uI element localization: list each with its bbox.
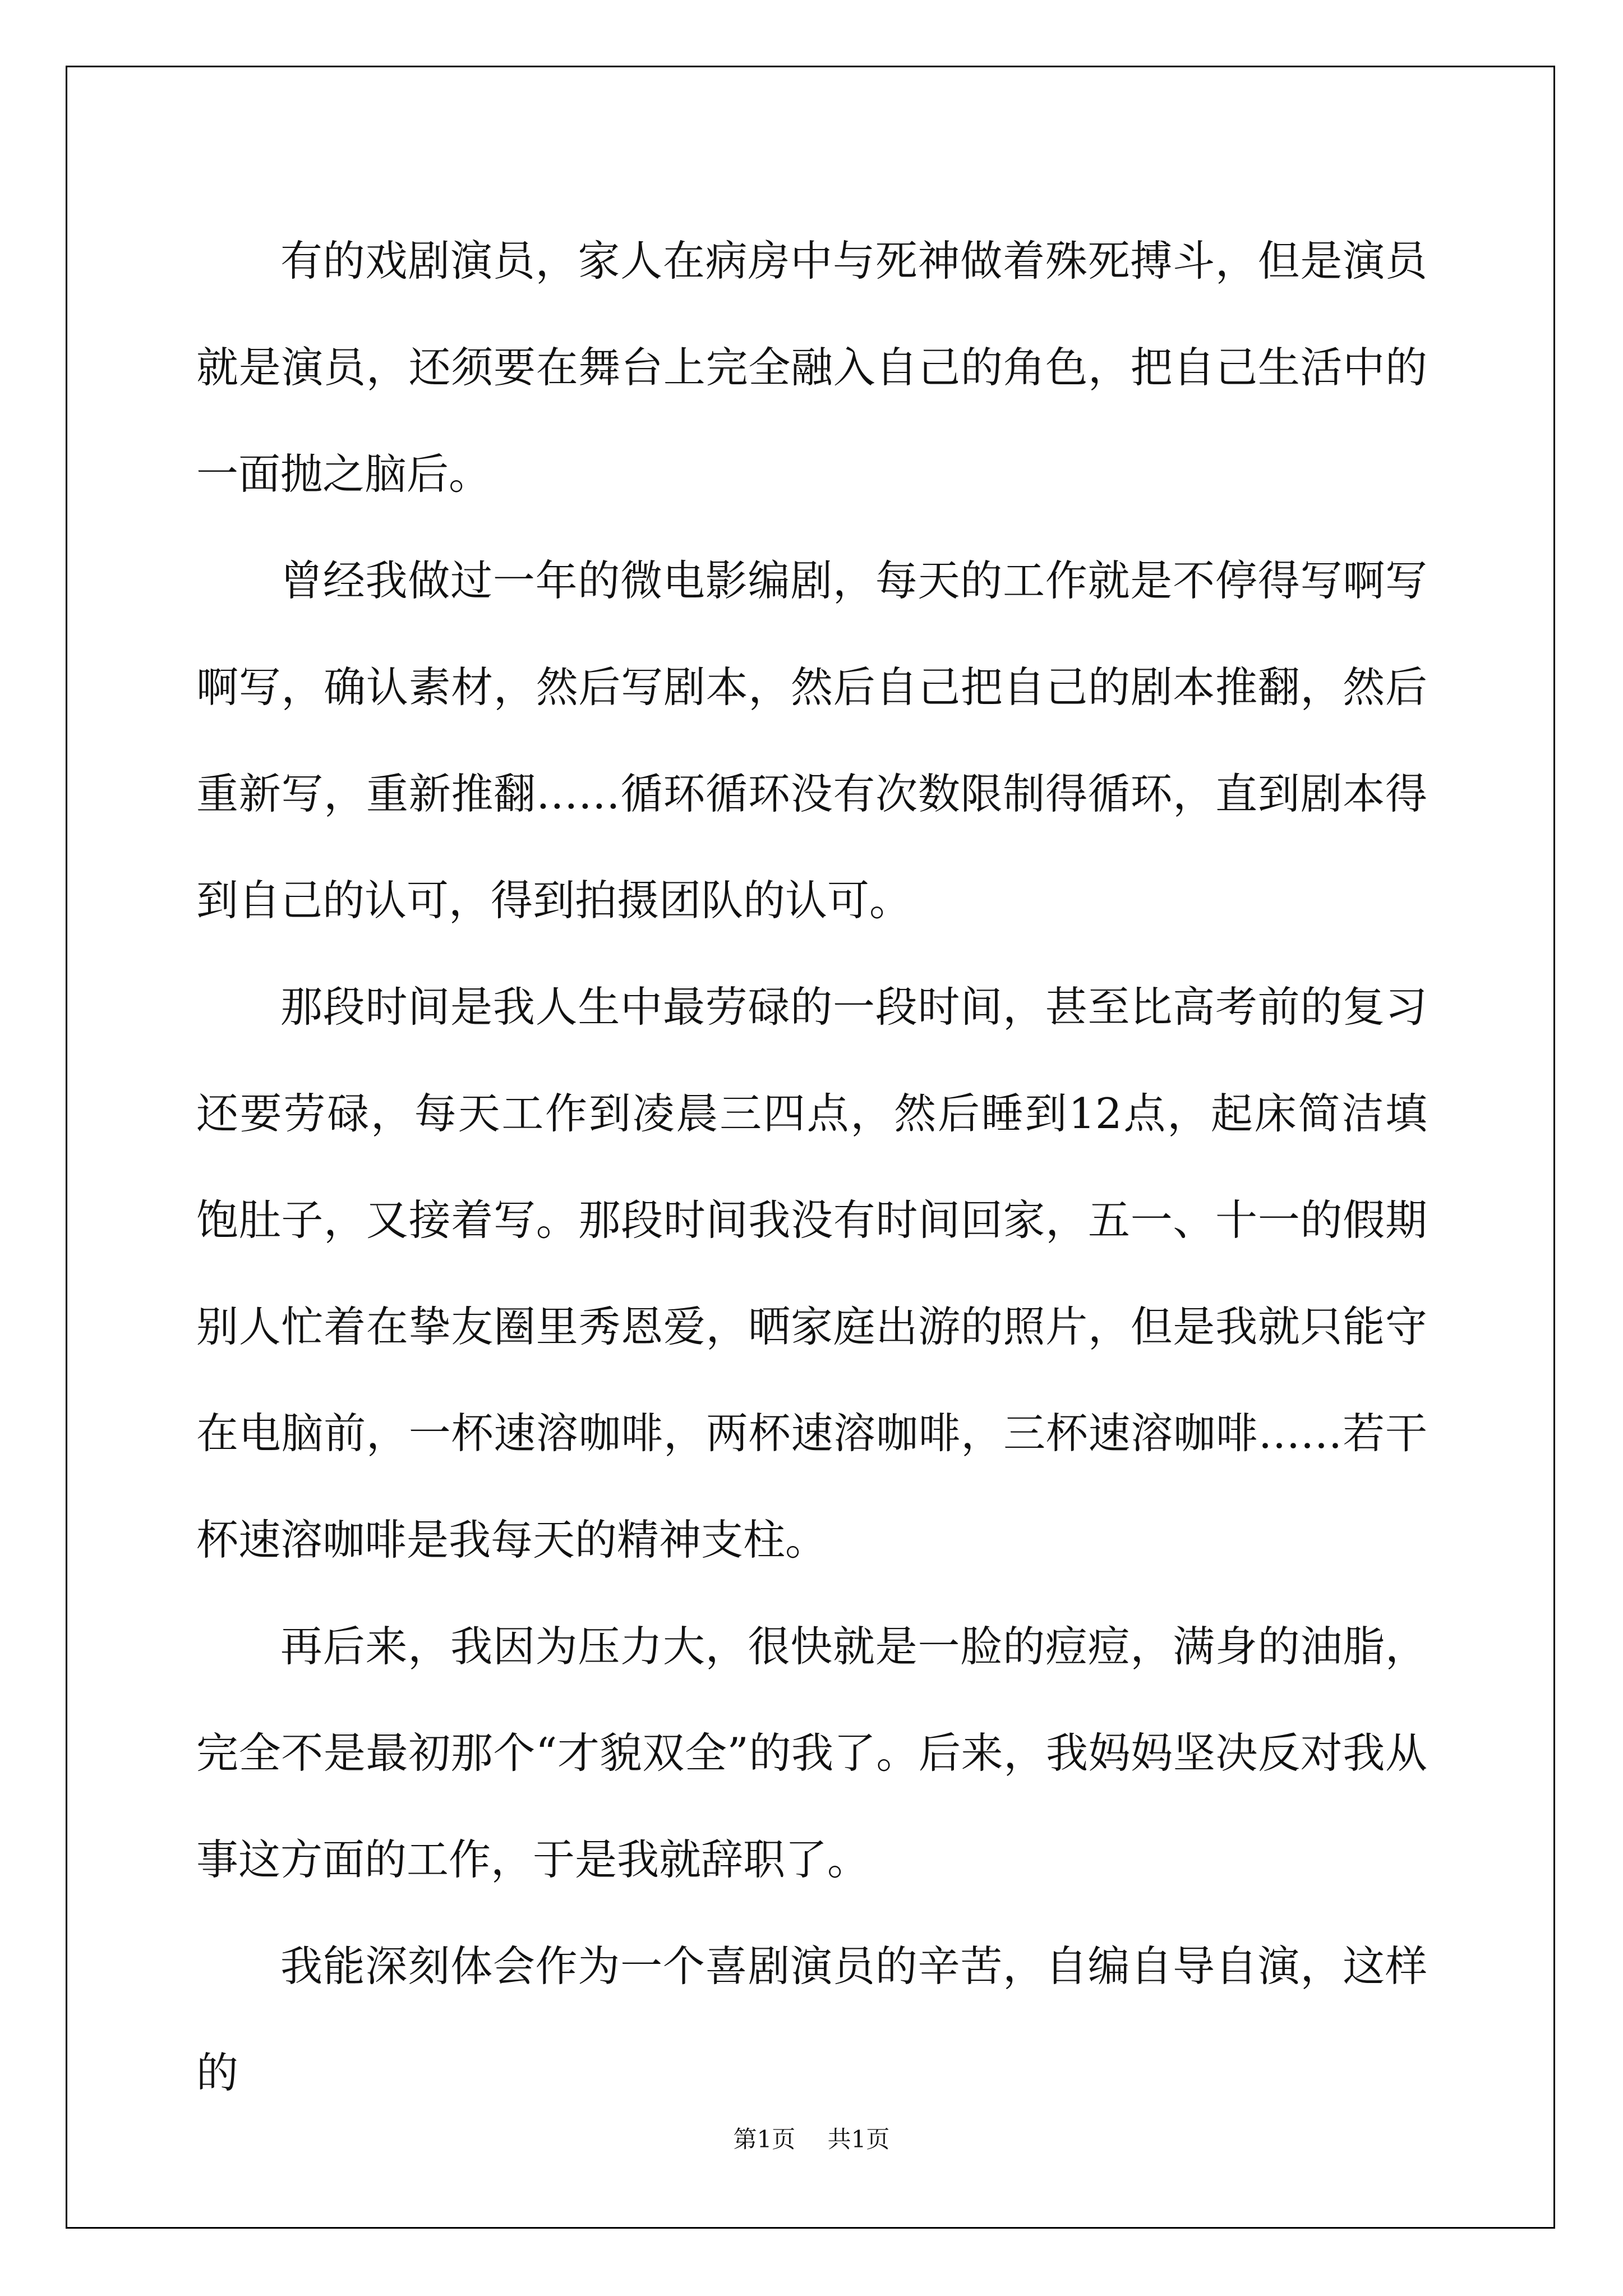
paragraph-1: 有的戏剧演员，家人在病房中与死神做着殊死搏斗，但是演员就是演员，还须要在舞台上完全融入自己的角色，把自己生活中的一面抛之脑后。 (196, 236, 1427, 499)
document-body (196, 208, 1427, 2126)
page-footer (0, 2123, 1623, 2156)
paragraph-2: 曾经我做过一年的微电影编剧，每天的工作就是不停得写啊写啊写，确认素材，然后写剧本，然后自己把自己的剧本推翻，然后重新写，重新推翻……循环循环没有次数限制得循环，直到剧本得到自己的认可，得到拍摄团队的认可。 (196, 556, 1427, 925)
page-total: 共1页 (827, 2125, 890, 2153)
paragraph-3: 那段时间是我人生中最劳碌的一段时间，甚至比高考前的复习还要劳碌，每天工作到凌晨三四点，然后睡到12点，起床简洁填饱肚子，又接着写。那段时间我没有时间回家，五一、十一的假期别人忙着在挚友圈里秀恩爱，晒家庭出游的照片，但是我就只能守在电脑前，一杯速溶咖啡，两杯速溶咖啡，三杯速溶咖啡……若干杯速溶咖啡是我每天的精神支柱。 (196, 982, 1427, 1565)
paragraph-4: 再后来，我因为压力大，很快就是一脸的痘痘，满身的油脂，完全不是最初那个“才貌双全”的我了。后来，我妈妈坚决反对我从事这方面的工作，于是我就辞职了。 (196, 1622, 1427, 1884)
page-number: 第1页 (733, 2125, 796, 2153)
paragraph-5: 我能深刻体会作为一个喜剧演员的辛苦，自编自导自演，这样的 (196, 1941, 1427, 2097)
